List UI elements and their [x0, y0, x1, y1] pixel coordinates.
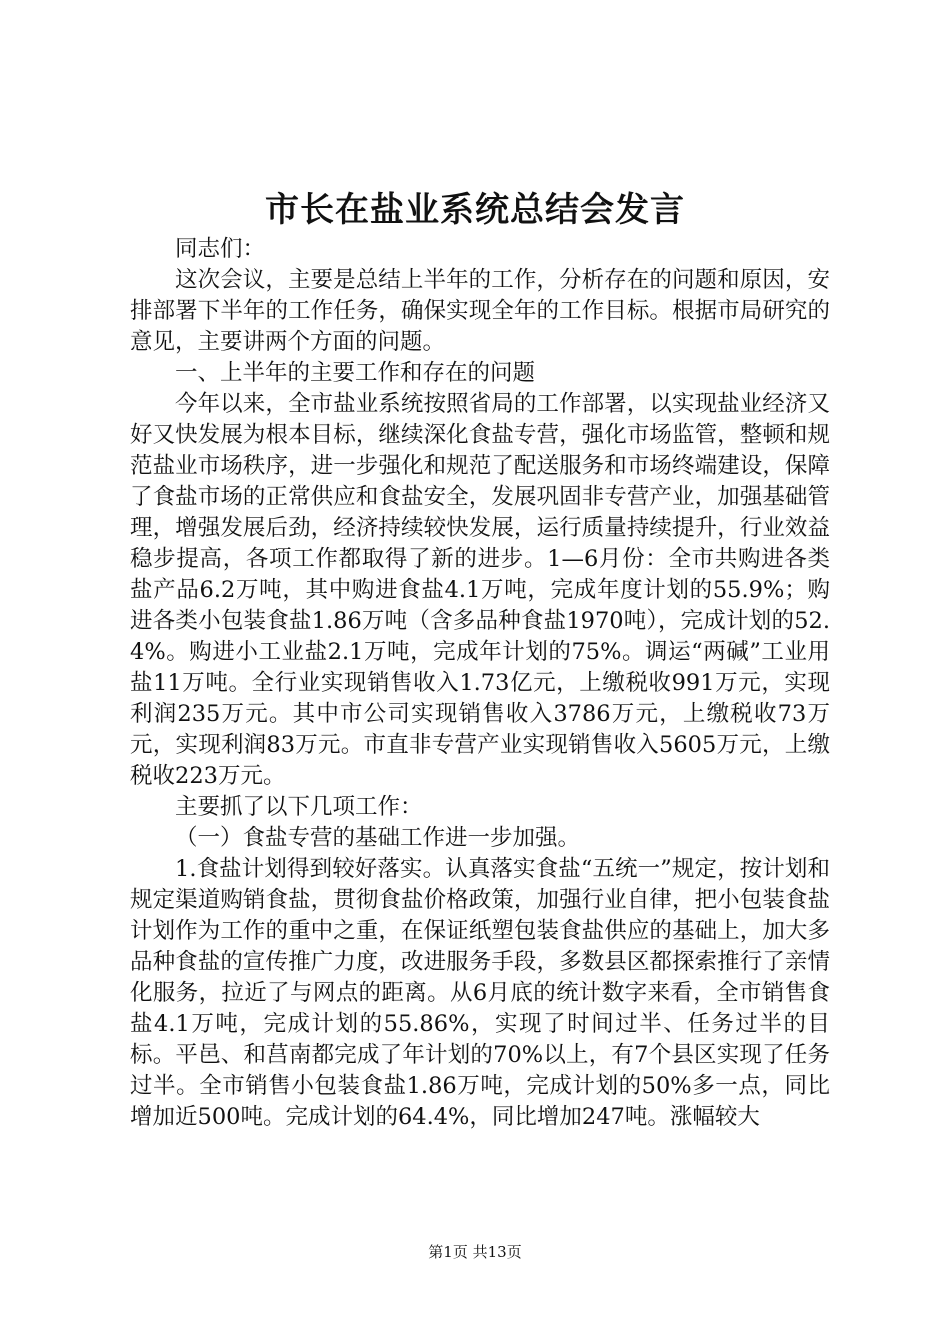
document-body: [130, 234, 830, 1133]
document-title: 市长在盐业系统总结会发言: [265, 190, 685, 230]
work-intro-paragraph: 主要抓了以下几项工作：: [175, 794, 423, 820]
intro-paragraph: 这次会议，主要是总结上半年的工作，分析存在的问题和原因，安排部署下半年的工作任务，确保实现全年的工作目标。根据市局研究的意见，主要讲两个方面的问题。: [130, 267, 830, 355]
page-number-footer: 第1页 共13页: [428, 1243, 522, 1261]
subsection-heading: （一）食盐专营的基础工作进一步加强。: [175, 825, 581, 851]
item-paragraph: 1.食盐计划得到较好落实。认真落实食盐“五统一”规定，按计划和规定渠道购销食盐，贯彻食盐价格政策，加强行业自律，把小包装食盐计划作为工作的重中之重，在保证纸塑包装食盐供应的基础上，加大多品种食盐的宣传推广力度，改进服务手段，多数县区都探索推行了亲情化服务，拉近了与网点的距离。从6月底的统计数字来看，全市销售食盐4.1万吨，完成计划的55.86%，实现了时间过半、任务过半的目标。平邑、和莒南都完成了年计划的70%以上，有7个县区实现了任务过半。全市销售小包装食盐1.86万吨，完成计划的50%多一点，同比增加近500吨。完成计划的64.4%，同比增加247吨。涨幅较大: [130, 856, 830, 1130]
section-heading: 一、上半年的主要工作和存在的问题: [175, 360, 536, 386]
summary-paragraph: 今年以来，全市盐业系统按照省局的工作部署，以实现盐业经济又好又快发展为根本目标，继续深化食盐专营，强化市场监管，整顿和规范盐业市场秩序，进一步强化和规范了配送服务和市场终端建设，保障了食盐市场的正常供应和食盐安全，发展巩固非专营产业，加强基础管理，增强发展后劲，经济持续较快发展，运行质量持续提升，行业效益稳步提高，各项工作都取得了新的进步。1—6月份：全市共购进各类盐产品6.2万吨，其中购进食盐4.1万吨，完成年度计划的55.9%；购进各类小包装食盐1.86万吨（含多品种食盐1970吨），完成计划的52.4%。购进小工业盐2.1万吨，完成年计划的75%。调运“两碱”工业用盐11万吨。全行业实现销售收入1.73亿元，上缴税收991万元，实现利润235万元。其中市公司实现销售收入3786万元，上缴税收73万元，实现利润83万元。市直非专营产业实现销售收入5605万元，上缴税收223万元。: [130, 391, 830, 789]
salutation-paragraph: 同志们：: [175, 236, 266, 262]
